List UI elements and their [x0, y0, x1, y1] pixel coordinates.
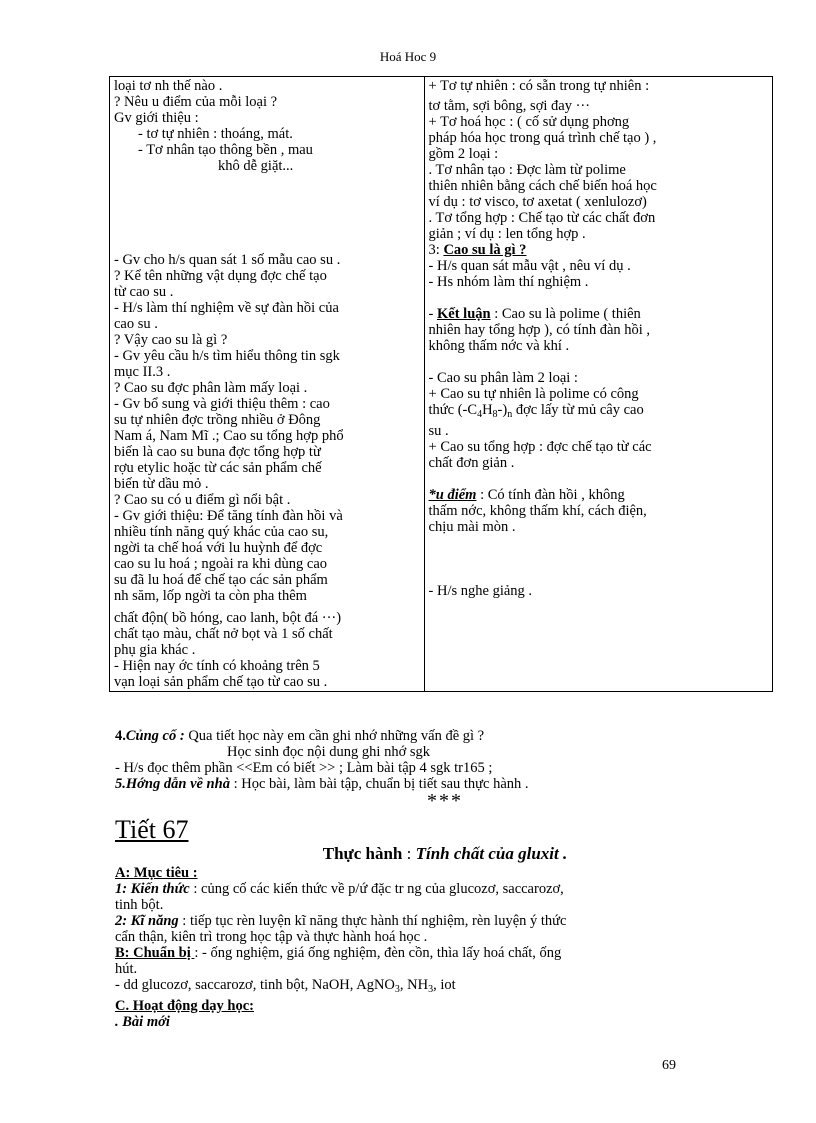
text-line: nhiên hay tổng hợp ), có tính đàn hồi ,: [428, 322, 651, 338]
text-line: + Cao su tự nhiên là polime có công: [428, 386, 639, 402]
text-line: - tơ tự nhiên : thoáng, mát.: [138, 126, 293, 142]
text-line: chất tạo màu, chất nở bọt và 1 số chất: [114, 626, 333, 642]
text-line: cao su lu hoá ; ngoài ra khi dùng cao: [114, 556, 328, 572]
text-line: chịu mài mòn .: [428, 519, 516, 535]
text-line: Học sinh đọc nội dung ghi nhớ sgk: [227, 744, 431, 760]
running-header: Hoá Hoc 9: [379, 49, 437, 64]
formula-line: thức $(-C_4H_8-)_n$ đợc lấy từ mủ cây cao: [428, 402, 644, 420]
text-line: loại tơ nh thế nào .: [114, 78, 223, 94]
text-line: tinh bột.: [115, 897, 164, 913]
text-line: chất độn( bồ hóng, cao lanh, bột đá ···): [114, 610, 342, 626]
section-heading: C. Hoạt động dạy học:: [115, 998, 254, 1014]
text-line: không thấm nớc và khí .: [428, 338, 570, 354]
text-line: - Cao su phân làm 2 loại :: [428, 370, 578, 386]
text-line: ? Cao su đợc phân làm mấy loại .: [114, 380, 308, 396]
text-line: - Hs nhóm làm thí nghiệm .: [428, 274, 589, 290]
text-line: - Gv giới thiệu: Để tăng tính đàn hồi và: [114, 508, 343, 524]
text-line: thấm nớc, không thấm khí, cách điện,: [428, 503, 647, 519]
text-line: cẩn thận, kiên trì trong học tập và thực hành hoá học .: [115, 929, 428, 945]
text-line: rợu etylic hoặc từ các sản phẩm chế: [114, 460, 322, 476]
text-line: pháp hóa học trong quá trình chế tạo ) ,: [428, 130, 657, 146]
teacher-activity-cell: [110, 77, 425, 692]
text-line: Nam á, Nam Mĩ .; Cao su tổng hợp phổ: [114, 428, 344, 444]
chemicals-line: - dd glucozơ, saccarozơ, tinh bột, NaOH, AgNO$_3$, $NH_3$, iot: [115, 977, 456, 995]
text-line: từ cao su .: [114, 284, 174, 300]
conclusion-line: - Kết luận : Cao su là polime ( thiên: [428, 306, 641, 322]
text-line: - Gv cho h/s quan sát 1 số mẫu cao su .: [114, 252, 341, 268]
text-line: - H/s quan sát mẫu vật , nêu ví dụ .: [428, 258, 631, 274]
text-line: giản ; ví dụ : len tổng hợp .: [428, 226, 586, 242]
text-line: su đã lu hoá để chế tạo các sản phẩm: [114, 572, 328, 588]
text-line: ? Kể tên những vật dụng đợc chế tạo: [114, 268, 327, 284]
lesson-title: Thực hành : Tính chất của gluxit .: [322, 844, 568, 863]
section-heading: A: Mục tiêu :: [115, 865, 198, 881]
text-line: - H/s làm thí nghiệm về sự đàn hồi của: [114, 300, 339, 316]
text-line: ? Cao su có u điểm gì nổi bật .: [114, 492, 291, 508]
text-line: khô dễ giặt...: [218, 158, 294, 174]
text-line: mục II.3 .: [114, 364, 171, 380]
text-line: - Tơ nhân tạo thông bền , mau: [138, 142, 313, 158]
lesson-table: [109, 76, 773, 692]
text-line: - Hiện nay ớc tính có khoảng trên 5: [114, 658, 320, 674]
text-line: - H/s đọc thêm phần <<Em có biết >> ; Làm bài tập 4 sgk tr165 ;: [115, 760, 493, 776]
text-line: tơ tằm, sợi bông, sợi đay ···: [428, 98, 591, 114]
text-line: - Gv bổ sung và giới thiệu thêm : cao: [114, 396, 330, 412]
text-line: chất đơn giản .: [428, 455, 515, 471]
text-line: + Cao su tổng hợp : đợc chế tạo từ các: [428, 439, 652, 455]
text-line: 2: Kĩ năng : tiếp tục rèn luyện kĩ năng thực hành thí nghiệm, rèn luyện ý thức: [115, 913, 567, 929]
student-activity-cell: [424, 77, 772, 692]
advantage-line: *u điểm : Có tính đàn hồi , không: [428, 487, 625, 503]
text-line: su .: [428, 423, 449, 439]
text-line: biến là cao su buna đợc tổng hợp từ: [114, 444, 321, 460]
text-line: hút.: [115, 961, 138, 977]
text-line: nhiều tính năng quý khác của cao su,: [114, 524, 329, 540]
text-line: su tự nhiên đợc trồng nhiều ở Đông: [114, 412, 321, 428]
text-line: ví dụ : tơ visco, tơ axetat ( xenlulozơ): [428, 194, 647, 210]
text-line: + Tơ hoá học : ( cố sử dụng phơng: [428, 114, 630, 130]
text-line: B: Chuẩn bị : - ống nghiệm, giá ống nghiệm, đèn cồn, thìa lấy hoá chất, ống: [115, 945, 562, 961]
text-line: cao su .: [114, 316, 158, 332]
section-heading: 3: Cao su là gì ?: [428, 242, 527, 258]
text-line: - Gv yêu cầu h/s tìm hiểu thông tin sgk: [114, 348, 340, 364]
text-line: thiên nhiên bằng cách chế biến hoá học: [428, 178, 657, 194]
table-row: [110, 77, 773, 692]
lesson-continuation: [115, 728, 775, 1030]
text-line: phụ gia khác .: [114, 642, 196, 658]
text-line: biến từ dầu mỏ .: [114, 476, 209, 492]
consolidation-line: 4.Củng cố : Qua tiết học này em cần ghi nhớ những vấn đề gì ?: [115, 728, 485, 744]
text-line: . Tơ nhân tạo : Đợc làm từ polime: [428, 162, 626, 178]
text-line: - H/s nghe giảng .: [428, 583, 533, 599]
text-line: . Bài mới: [115, 1014, 170, 1030]
text-line: . Tơ tổng hợp : Chế tạo từ các chất đơn: [428, 210, 656, 226]
text-line: gồm 2 loại :: [428, 146, 499, 162]
text-line: nh săm, lốp ngời ta còn pha thêm: [114, 588, 307, 604]
text-line: ? Vậy cao su là gì ?: [114, 332, 228, 348]
homework-line: 5.Hớng dẫn về nhà : Học bài, làm bài tập, chuẩn bị tiết sau thực hành .: [115, 776, 529, 792]
lesson-number: Tiết 67: [115, 815, 189, 844]
text-line: + Tơ tự nhiên : có sẵn trong tự nhiên :: [428, 78, 650, 94]
text-line: ngời ta chế hoá với lu huỳnh để đợc: [114, 540, 323, 556]
text-line: Gv giới thiệu :: [114, 110, 199, 126]
page-number: 69: [662, 1058, 676, 1073]
separator-stars: ***: [427, 790, 463, 812]
text-line: ? Nêu u điểm của mỗi loại ?: [114, 94, 278, 110]
text-line: vạn loại sản phẩm chế tạo từ cao su .: [114, 674, 328, 690]
text-line: 1: Kiến thức : củng cố các kiến thức về p/ứ đặc tr ng của glucozơ, saccarozơ,: [115, 881, 564, 897]
